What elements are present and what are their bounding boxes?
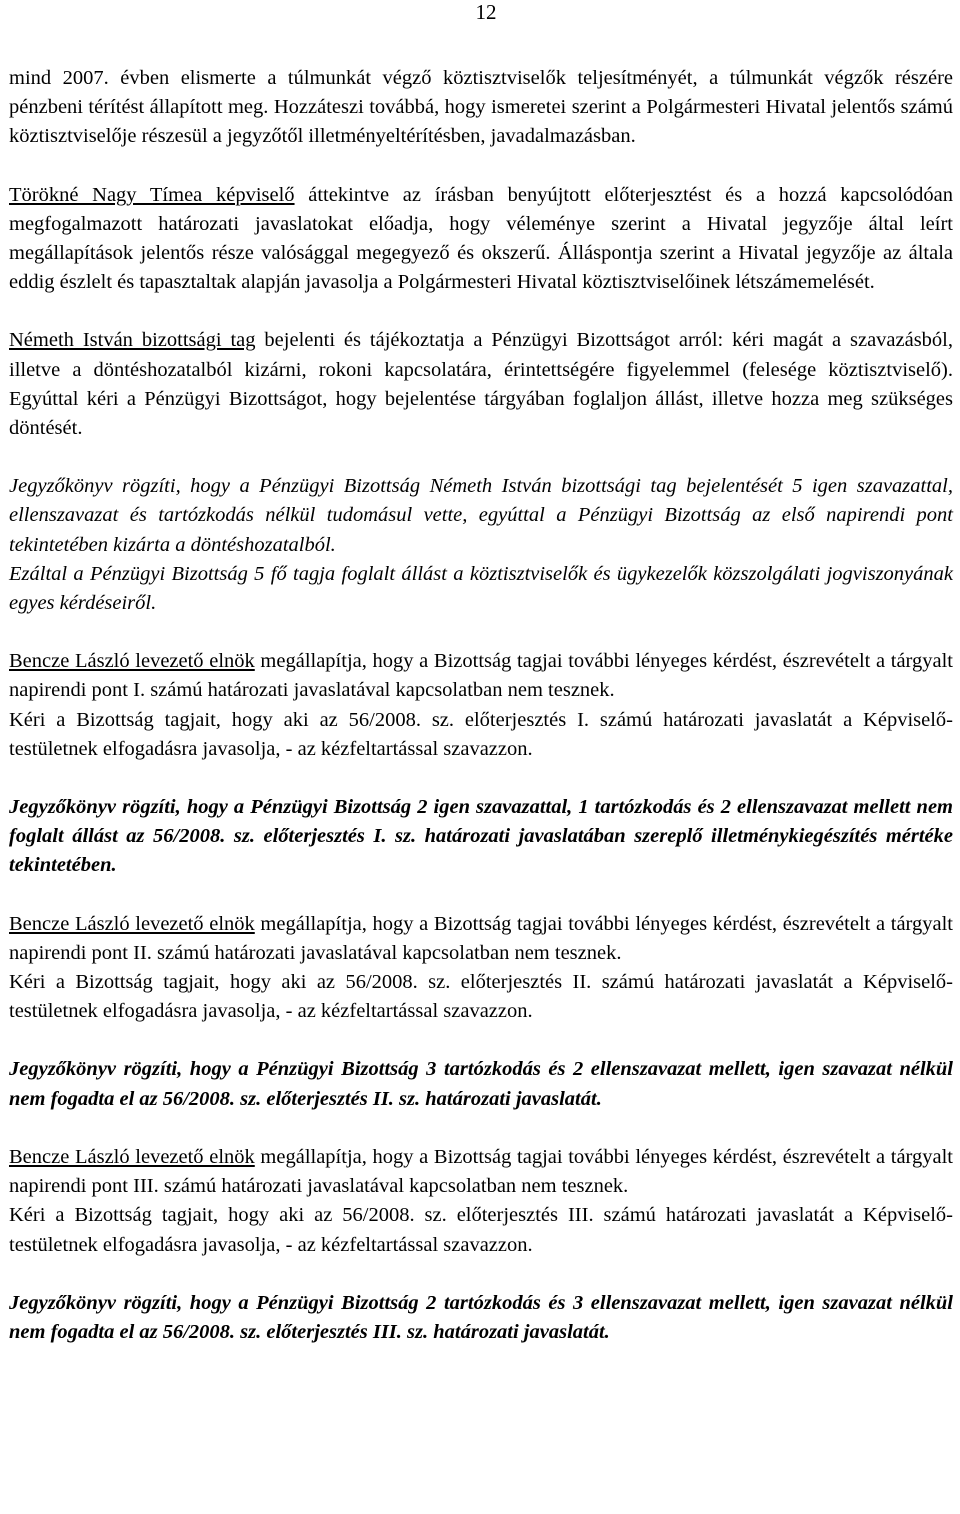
paragraph-text: megállapítja, hogy a Bizottság tagjai további lényeges kérdést, észrevételt a tárgyalt napirendi pont III. számú határozati javaslatával kapcsolatban nem tesznek. <box>9 1145 953 1198</box>
paragraph-nemeth <box>9 326 953 443</box>
speaker-name: Törökné Nagy Tímea képviselő <box>9 183 295 206</box>
speaker-name: Németh István bizottsági tag <box>9 329 256 352</box>
paragraph-bencze-ii <box>9 910 953 968</box>
page-number: 12 <box>475 0 497 24</box>
minutes-record-bold: Jegyzőkönyv rögzíti, hogy a Pénzügyi Bizottság 3 tartózkodás és 2 ellenszavazat mellett, igen szavazat nélkül nem fogadta el az 56/2008. sz. előterjesztés II. sz. határozati javaslatát. <box>9 1058 953 1110</box>
paragraph-vote-call-i: Kéri a Bizottság tagjait, hogy aki az 56/2008. sz. előterjesztés I. számú határozati javaslatát a Képviselő-testületnek elfogadásra javasolja, - az kézfeltartással szavazzon. <box>9 708 953 760</box>
paragraph-text: áttekintve az írásban benyújtott előterjesztést és a hozzá kapcsolódóan megfogalmazott határozati javaslatokat előadja, hogy véleménye szerint a Hivatal jegyzője által leírt megállapítások jelentős része valósággal megegyező és okszerű. Álláspontja szerint a Hivatal jegyzője az általa eddig észlelt és tapasztaltak alapján javasolja a Polgármesteri Hivatal köztisztviselőinek létszámemelését. <box>9 183 953 294</box>
paragraph-text: megállapítja, hogy a Bizottság tagjai további lényeges kérdést, észrevételt a tárgyalt napirendi pont I. számú határozati javaslatával kapcsolatban nem tesznek. <box>9 650 953 702</box>
speaker-name: Bencze László levezető elnök <box>9 650 255 673</box>
paragraph-intro: mind 2007. évben elismerte a túlmunkát végző köztisztviselők teljesítményét, a túlmunkát végzők részére pénzbeni térítést állapított meg. Hozzáteszi továbbá, hogy ismeretei szerint a Polgármesteri Hivatal jelentős számú köztisztviselője részesül a jegyzőtől illetményeltérítésben, javadalmazásban. <box>9 67 953 148</box>
paragraph-text: megállapítja, hogy a Bizottság tagjai további lényeges kérdést, észrevételt a tárgyalt napirendi pont II. számú határozati javaslatával kapcsolatban nem tesznek. <box>9 912 953 964</box>
speaker-name: Bencze László levezető elnök <box>9 1145 255 1168</box>
paragraph-bencze-i <box>9 647 953 705</box>
minutes-record-italic: Jegyzőkönyv rögzíti, hogy a Pénzügyi Bizottság Németh István bizottsági tag bejelentését 5 igen szavazattal, ellenszavazat és tartózkodás nélkül tudomásul vette, egyúttal a Pénzügyi Bizottság az első napirendi pont tekintetében kizárta a döntéshozatalból. <box>9 475 953 556</box>
paragraph-vote-call-iii: Kéri a Bizottság tagjait, hogy aki az 56/2008. sz. előterjesztés III. számú határozati javaslatát a Képviselő-testületnek elfogadásra javasolja, - az kézfeltartással szavazzon. <box>9 1204 953 1256</box>
minutes-record-bold: Jegyzőkönyv rögzíti, hogy a Pénzügyi Bizottság 2 igen szavazattal, 1 tartózkodás és 2 ellenszavazat mellett nem foglalt állást az 56/2008. sz. előterjesztés I. sz. határozati javaslatában szereplő illetménykiegészítés mértéke tekintetében. <box>9 796 953 877</box>
paragraph-vote-call-ii: Kéri a Bizottság tagjait, hogy aki az 56/2008. sz. előterjesztés II. számú határozati javaslatát a Képviselő-testületnek elfogadásra javasolja, - az kézfeltartással szavazzon. <box>9 971 953 1023</box>
document-body <box>9 64 953 1347</box>
minutes-record-italic: Ezáltal a Pénzügyi Bizottság 5 fő tagja foglalt állást a köztisztviselők és ügykezelők közszolgálati jogviszonyának egyes kérdéseiről. <box>9 562 953 615</box>
paragraph-bencze-iii <box>9 1143 953 1201</box>
paragraph-text: bejelenti és tájékoztatja a Pénzügyi Bizottságot arról: kéri magát a szavazásból, illetve a döntéshozatalból kizárni, rokoni kapcsolatára, érintettségére figyelemmel (felesége köztisztviselő). Egyúttal kéri a Pénzügyi Bizottságot, hogy bejelentése tárgyában foglaljon állást, illetve hozza meg szükséges döntését. <box>9 329 954 440</box>
paragraph-toeroekne <box>9 181 953 298</box>
speaker-name: Bencze László levezető elnök <box>9 912 255 935</box>
minutes-record-bold: Jegyzőkönyv rögzíti, hogy a Pénzügyi Bizottság 2 tartózkodás és 3 ellenszavazat mellett, igen szavazat nélkül nem fogadta el az 56/2008. sz. előterjesztés III. sz. határozati javaslatát. <box>9 1291 953 1343</box>
